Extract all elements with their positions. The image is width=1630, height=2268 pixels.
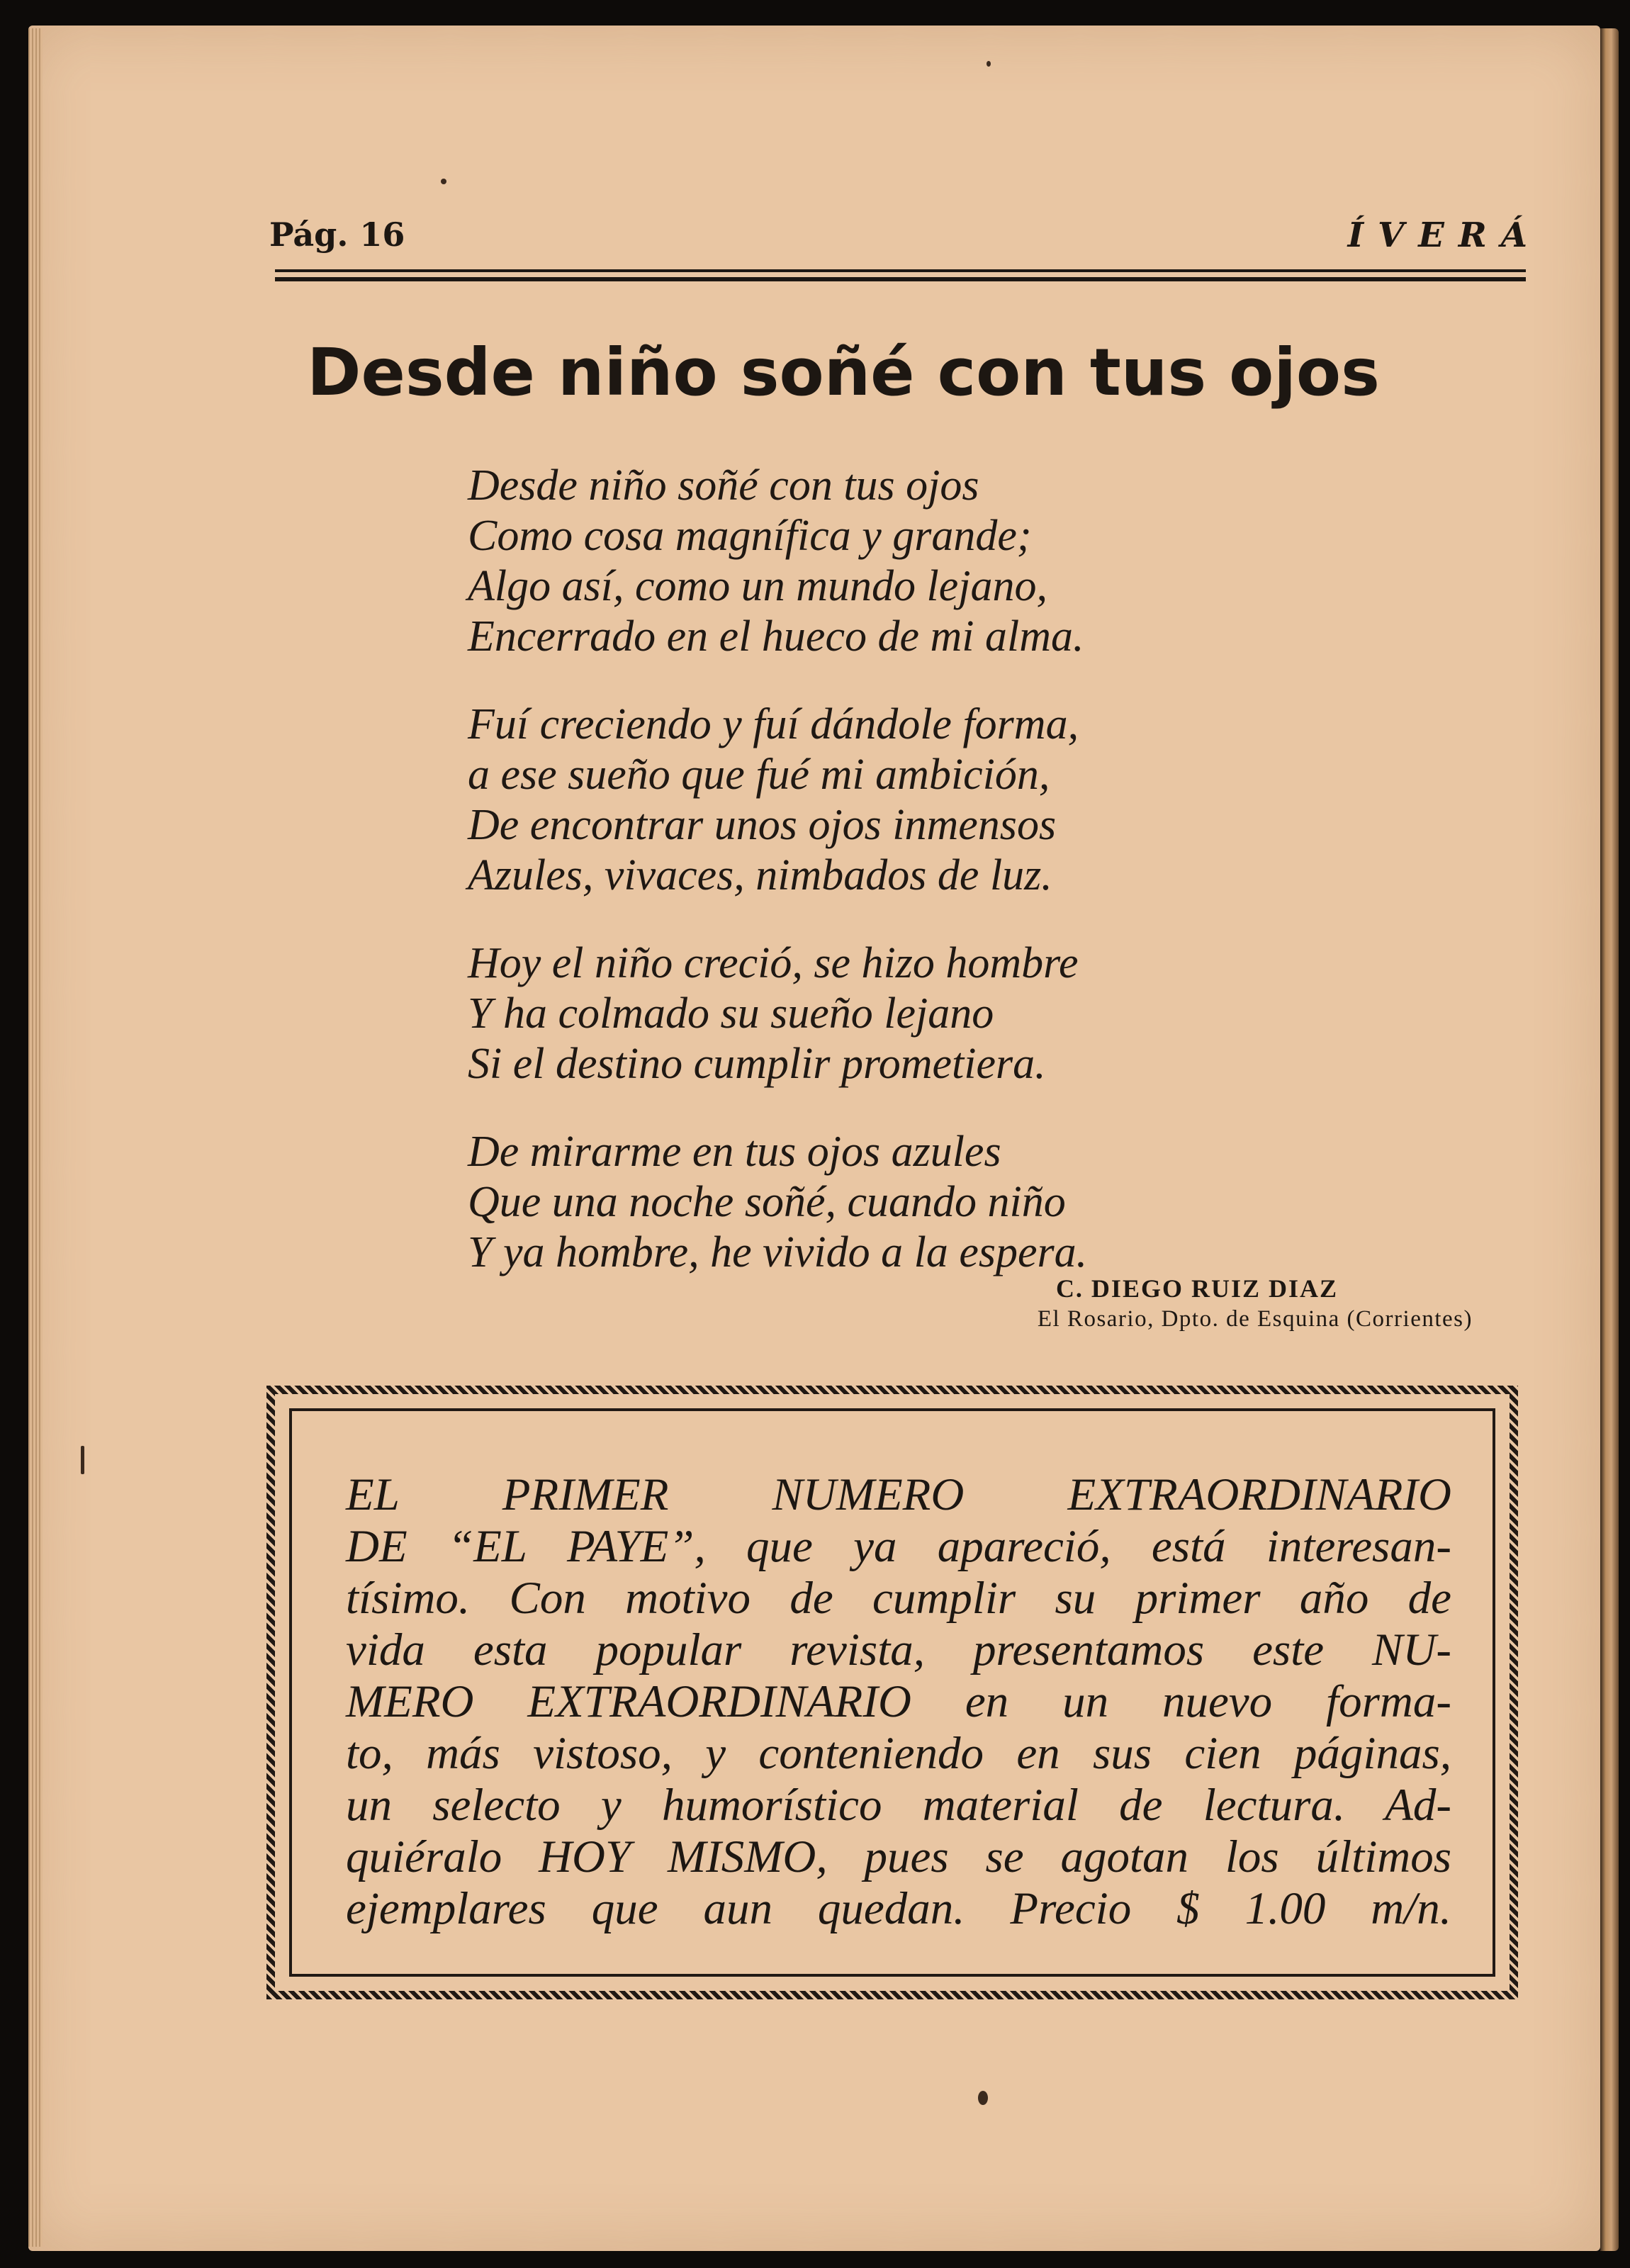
verse: Fuí creciendo y fuí dándole forma, (468, 700, 1079, 748)
ad-line: ejemplares que aun quedan. Precio $ 1.00 m/n. (346, 1883, 1451, 1934)
page-number: Pág. 16 (269, 215, 405, 254)
ink-speck (978, 2091, 988, 2105)
stanza (468, 700, 1361, 901)
ad-line: vida esta popular revista, presentamos este NU- (346, 1624, 1451, 1675)
ad-line: DE “EL PAYE”, que ya apareció, está interesan- (346, 1521, 1451, 1572)
ad-line: EL PRIMER NUMERO EXTRAORDINARIO (346, 1469, 1451, 1520)
header-rule-top (275, 269, 1526, 272)
verse: Hoy el niño creció, se hizo hombre (468, 939, 1079, 987)
binding-edge (28, 28, 43, 2247)
ink-speck (81, 1446, 84, 1474)
poem-title: Desde niño soñé con tus ojos (307, 335, 1380, 410)
magazine-name: ÍVERÁ (1347, 215, 1541, 255)
verse: Y ya hombre, he vivido a la espera. (468, 1228, 1088, 1276)
header-rule-bottom (275, 277, 1526, 281)
verse: a ese sueño que fué mi ambición, (468, 751, 1050, 799)
ad-line: quiéralo HOY MISMO, pues se agotan los últimos (346, 1831, 1451, 1882)
page-header (269, 213, 1541, 262)
verse: Encerrado en el hueco de mi alma. (468, 612, 1084, 661)
page-edge (1600, 28, 1619, 2251)
poem-author: C. DIEGO RUIZ DIAZ (1055, 1274, 1338, 1303)
ad-line: to, más vistoso, y conteniendo en sus cien páginas, (346, 1728, 1451, 1779)
ad-line: tísimo. Con motivo de cumplir su primer año de (346, 1573, 1451, 1624)
ink-speck (987, 61, 991, 67)
verse: Como cosa magnífica y grande; (468, 512, 1032, 560)
ad-line: MERO EXTRAORDINARIO en un nuevo forma- (346, 1676, 1451, 1727)
verse: De encontrar unos ojos inmensos (468, 801, 1057, 849)
stanza (468, 938, 1361, 1089)
verse: Algo así, como un mundo lejano, (468, 562, 1047, 610)
ad-line: un selecto y humorístico material de lectura. Ad- (346, 1780, 1451, 1831)
advertisement-box (266, 1386, 1518, 1999)
poem-body (468, 461, 1361, 1315)
verse: Que una noche soñé, cuando niño (468, 1178, 1066, 1226)
advertisement-text (346, 1469, 1451, 1935)
verse: Si el destino cumplir prometiera. (468, 1040, 1046, 1088)
stanza (468, 461, 1361, 662)
verse: Azules, vivaces, nimbados de luz. (468, 851, 1052, 899)
ink-speck (441, 179, 446, 184)
poem-signature (1038, 1273, 1473, 1334)
poem-place: El Rosario, Dpto. de Esquina (Corrientes) (1037, 1306, 1473, 1332)
stanza (468, 1127, 1361, 1278)
verse: De mirarme en tus ojos azules (468, 1128, 1001, 1176)
verse: Desde niño soñé con tus ojos (468, 461, 979, 510)
verse: Y ha colmado su sueño lejano (468, 989, 994, 1038)
